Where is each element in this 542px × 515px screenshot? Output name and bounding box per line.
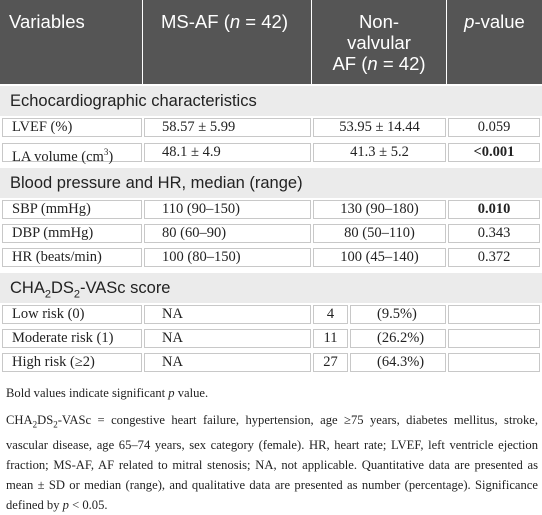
header-msaf-prefix: MS-AF ( bbox=[161, 11, 230, 32]
table-row bbox=[0, 116, 542, 139]
footnote-text: < 0.05. bbox=[68, 497, 108, 512]
header-pvalue-p: p bbox=[464, 11, 475, 32]
footnote-text: value. bbox=[174, 386, 209, 400]
p-value: 0.343 bbox=[477, 225, 511, 241]
header-pvalue-rest: -value bbox=[474, 11, 525, 32]
msaf-value: NA bbox=[162, 354, 183, 370]
table-header bbox=[0, 0, 542, 84]
nonvalvular-value: 130 (90–180) bbox=[340, 201, 419, 217]
footnote-abbreviations bbox=[6, 410, 538, 515]
header-nonvalvular-n: n bbox=[367, 53, 378, 74]
column-divider bbox=[142, 0, 143, 84]
footnote-text: DS bbox=[37, 413, 54, 427]
header-nonvalvular-prefix: AF ( bbox=[332, 53, 368, 74]
table-row bbox=[0, 303, 542, 326]
msaf-value: NA bbox=[162, 306, 183, 322]
p-value: <0.001 bbox=[473, 144, 515, 160]
row-label bbox=[12, 141, 113, 164]
msaf-value: 58.57 ± 5.99 bbox=[162, 119, 236, 135]
footnote-p: p bbox=[168, 386, 175, 400]
table-row bbox=[0, 351, 542, 374]
nonvalvular-value: 53.95 ± 14.44 bbox=[339, 119, 420, 135]
footnote-p: p bbox=[62, 497, 69, 512]
section-title-cha: CHA bbox=[10, 279, 45, 297]
row-label: SBP (mmHg) bbox=[12, 201, 91, 217]
row-label-close: ) bbox=[108, 148, 114, 165]
header-msaf bbox=[161, 11, 288, 32]
table-row bbox=[0, 141, 542, 164]
msaf-value: 110 (90–150) bbox=[162, 201, 240, 217]
table-row bbox=[0, 246, 542, 269]
p-value: 0.010 bbox=[477, 201, 511, 217]
row-label: High risk (≥2) bbox=[12, 354, 95, 370]
count-value: 4 bbox=[326, 306, 335, 322]
section-header-cha2ds2-vasc bbox=[0, 273, 542, 303]
header-nonvalvular-line1: Non- bbox=[358, 11, 400, 32]
table-row bbox=[0, 198, 542, 221]
row-label: Low risk (0) bbox=[12, 306, 85, 322]
msaf-value: 48.1 ± 4.9 bbox=[162, 144, 221, 160]
row-label: LVEF (%) bbox=[12, 119, 73, 135]
table-row bbox=[0, 222, 542, 245]
table-footnotes bbox=[6, 383, 538, 515]
p-value: 0.372 bbox=[477, 249, 511, 265]
nonvalvular-value: 41.3 ± 5.2 bbox=[350, 144, 409, 160]
footnote-bold-values bbox=[6, 383, 538, 403]
section-header-echocardiographic: Echocardiographic characteristics bbox=[0, 86, 542, 116]
header-pvalue bbox=[447, 11, 542, 32]
header-nonvalvular-line3 bbox=[312, 53, 446, 74]
footnote-sub: 2 bbox=[32, 419, 38, 430]
section-header-blood-pressure: Blood pressure and HR, median (range) bbox=[0, 168, 542, 198]
msaf-value: 80 (60–90) bbox=[162, 225, 227, 241]
section-title-sub1: 2 bbox=[44, 288, 51, 301]
percent-value: (64.3%) bbox=[377, 354, 425, 370]
count-value: 27 bbox=[323, 354, 338, 370]
row-label-sup: 3 bbox=[103, 147, 109, 157]
header-nonvalvular-suffix: = 42) bbox=[377, 53, 426, 74]
p-value: 0.059 bbox=[477, 119, 511, 135]
section-title-ds: DS bbox=[50, 279, 74, 297]
header-nonvalvular bbox=[312, 11, 446, 74]
section-title-sub2: 2 bbox=[73, 288, 81, 301]
row-label: Moderate risk (1) bbox=[12, 330, 114, 346]
table-row bbox=[0, 327, 542, 350]
footnote-text: Bold values indicate significant bbox=[6, 386, 169, 400]
header-msaf-suffix: = 42) bbox=[240, 11, 288, 32]
section-title-rest: -VASc score bbox=[80, 279, 171, 297]
footnote-text: CHA bbox=[6, 413, 33, 427]
nonvalvular-value: 100 (45–140) bbox=[340, 249, 419, 265]
count-value: 11 bbox=[323, 330, 338, 346]
nonvalvular-value: 80 (50–110) bbox=[344, 225, 415, 241]
row-label: HR (beats/min) bbox=[12, 249, 102, 265]
msaf-value: NA bbox=[162, 330, 183, 346]
header-nonvalvular-line2: valvular bbox=[347, 32, 411, 53]
msaf-value: 100 (80–150) bbox=[162, 249, 241, 265]
percent-value: (26.2%) bbox=[377, 330, 425, 346]
row-label-text: LA volume (cm bbox=[12, 148, 104, 165]
header-variables: Variables bbox=[9, 11, 85, 32]
header-msaf-n: n bbox=[229, 11, 241, 32]
footnote-text: -VASc = congestive heart failure, hypertension, age ≥75 years, diabetes mellitus, stroke, vascular disease, age 65–74 years, sex category (female). HR, heart rate; LVEF, left ventricle ejection fraction; MS-AF, AF related to mitral stenosis; NA, not applicable. Quantitative data are presented as mean ± SD or median (range), and qualitative data are presented as number (percentage). Significance defined by bbox=[6, 413, 538, 512]
row-label: DBP (mmHg) bbox=[12, 225, 94, 241]
percent-value: (9.5%) bbox=[377, 306, 417, 322]
footnote-sub: 2 bbox=[53, 419, 58, 430]
